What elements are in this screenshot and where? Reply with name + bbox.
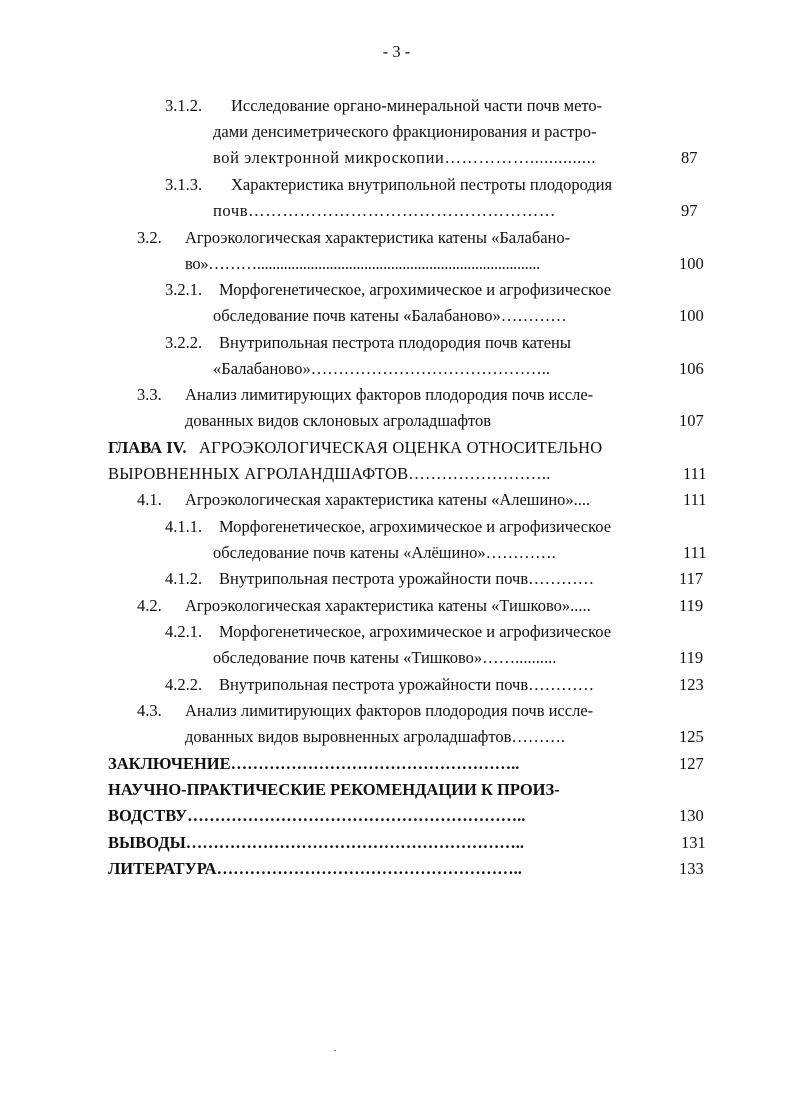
toc-entry-number: 3.2.	[137, 228, 162, 247]
toc-entry-title-cont: обследование почв катены «Тишково»……..........	[213, 648, 557, 667]
toc-entry-number: 3.3.	[137, 385, 162, 404]
toc-entry-title: Внутрипольная пестрота урожайности почв…………	[219, 675, 595, 694]
toc-entry-title-cont: обследование почв катены «Алёшино»………….	[213, 543, 556, 562]
toc-entry-title-cont: «Балабаново»……………………………………..	[213, 359, 550, 378]
toc-entry-title-cont: обследование почв катены «Балабаново»…………	[213, 306, 567, 325]
toc-entry-title: Морфогенетическое, агрохимическое и агрофизическое	[219, 517, 612, 536]
toc-page-number: 125	[679, 727, 704, 746]
toc-entry-title: Агроэкологическая характеристика катены «Алешино»....	[185, 490, 591, 509]
toc-page-number: 117	[679, 569, 704, 588]
toc-entry-title-cont: почв………………………………………………	[213, 201, 556, 220]
toc-entry-title: Агроэкологическая характеристика катены «Балабано-	[185, 228, 571, 247]
toc-entry-title-cont: вой электронной микроскопии……………..............	[213, 148, 597, 167]
conclusion-heading: ЗАКЛЮЧЕНИЕ……………………………………………..	[108, 754, 520, 773]
toc-page-number: 111	[683, 464, 707, 483]
toc-entry-title: Исследование органо-минеральной части почв мето-	[231, 96, 603, 115]
toc-page-number: 107	[679, 411, 704, 430]
toc-entry-number: 4.1.	[137, 490, 162, 509]
toc-entry-title: Морфогенетическое, агрохимическое и агрофизическое	[219, 622, 612, 641]
toc-page-number: 127	[679, 754, 704, 773]
toc-entry-title: Характеристика внутрипольной пестроты плодородия	[231, 175, 613, 194]
toc-entry-number: 4.2.2.	[165, 675, 203, 694]
toc-page-number: 119	[679, 596, 704, 615]
toc-entry-number: 3.1.3.	[165, 175, 203, 194]
toc-entry-title: Морфогенетическое, агрохимическое и агрофизическое	[219, 280, 612, 299]
toc-page-number: 133	[679, 859, 704, 878]
toc-page-number: 111	[683, 543, 707, 562]
toc-entry-title: Внутрипольная пестрота урожайности почв…………	[219, 569, 595, 588]
toc-entry-number: 4.3.	[137, 701, 162, 720]
toc-entry-title-cont: дованных видов склоновых агроладшафтов	[185, 411, 492, 430]
toc-page-number: 123	[679, 675, 704, 694]
toc-entry-title-cont: дами денсиметрического фракционирования и растро-	[213, 122, 597, 141]
toc-entry-number: 3.2.1.	[165, 280, 203, 299]
chapter-label: ГЛАВА IV.	[108, 438, 187, 457]
chapter-title-cont: ВЫРОВНЕННЫХ АГРОЛАНДШАФТОВ……………………..	[108, 464, 551, 483]
toc-entry-title-cont: дованных видов выровненных агроладшафтов……….	[185, 727, 565, 746]
chapter-title: АГРОЭКОЛОГИЧЕСКАЯ ОЦЕНКА ОТНОСИТЕЛЬНО	[199, 438, 603, 457]
toc-page-number: 119	[679, 648, 704, 667]
toc-page-number: 106	[679, 359, 704, 378]
toc-page-number: 100	[679, 254, 704, 273]
toc-entry-number: 3.2.2.	[165, 333, 203, 352]
toc-page-number: 111	[683, 490, 707, 509]
toc-entry-number: 4.1.2.	[165, 569, 203, 588]
recommendations-heading-cont: ВОДСТВУ……………………………………………………..	[108, 806, 526, 825]
page-number: - 3 -	[382, 42, 411, 61]
toc-entry-number: 4.2.1.	[165, 622, 203, 641]
toc-entry-number: 3.1.2.	[165, 96, 203, 115]
toc-entry-title: Анализ лимитирующих факторов плодородия почв иссле-	[185, 385, 594, 404]
toc-page-number: 87	[681, 148, 698, 167]
recommendations-heading: НАУЧНО-ПРАКТИЧЕСКИЕ РЕКОМЕНДАЦИИ К ПРОИЗ-	[108, 780, 560, 799]
toc-entry-title-cont: во»………..........................................................................	[185, 254, 540, 273]
toc-entry-title: Внутрипольная пестрота плодородия почв катены	[219, 333, 571, 352]
toc-page-number: 131	[681, 833, 706, 852]
toc-page-number: 100	[679, 306, 704, 325]
toc-entry-number: 4.2.	[137, 596, 162, 615]
toc-entry-number: 4.1.1.	[165, 517, 203, 536]
toc-page-number: 130	[679, 806, 704, 825]
scan-speck	[334, 1050, 336, 1051]
toc-entry-title: Анализ лимитирующих факторов плодородия почв иссле-	[185, 701, 594, 720]
toc-entry-title: Агроэкологическая характеристика катены «Тишково».....	[185, 596, 591, 615]
references-heading: ЛИТЕРАТУРА………………………………………………..	[108, 859, 522, 878]
findings-heading: ВЫВОДЫ……………………………………………………..	[108, 833, 525, 852]
toc-page-number: 97	[681, 201, 698, 220]
